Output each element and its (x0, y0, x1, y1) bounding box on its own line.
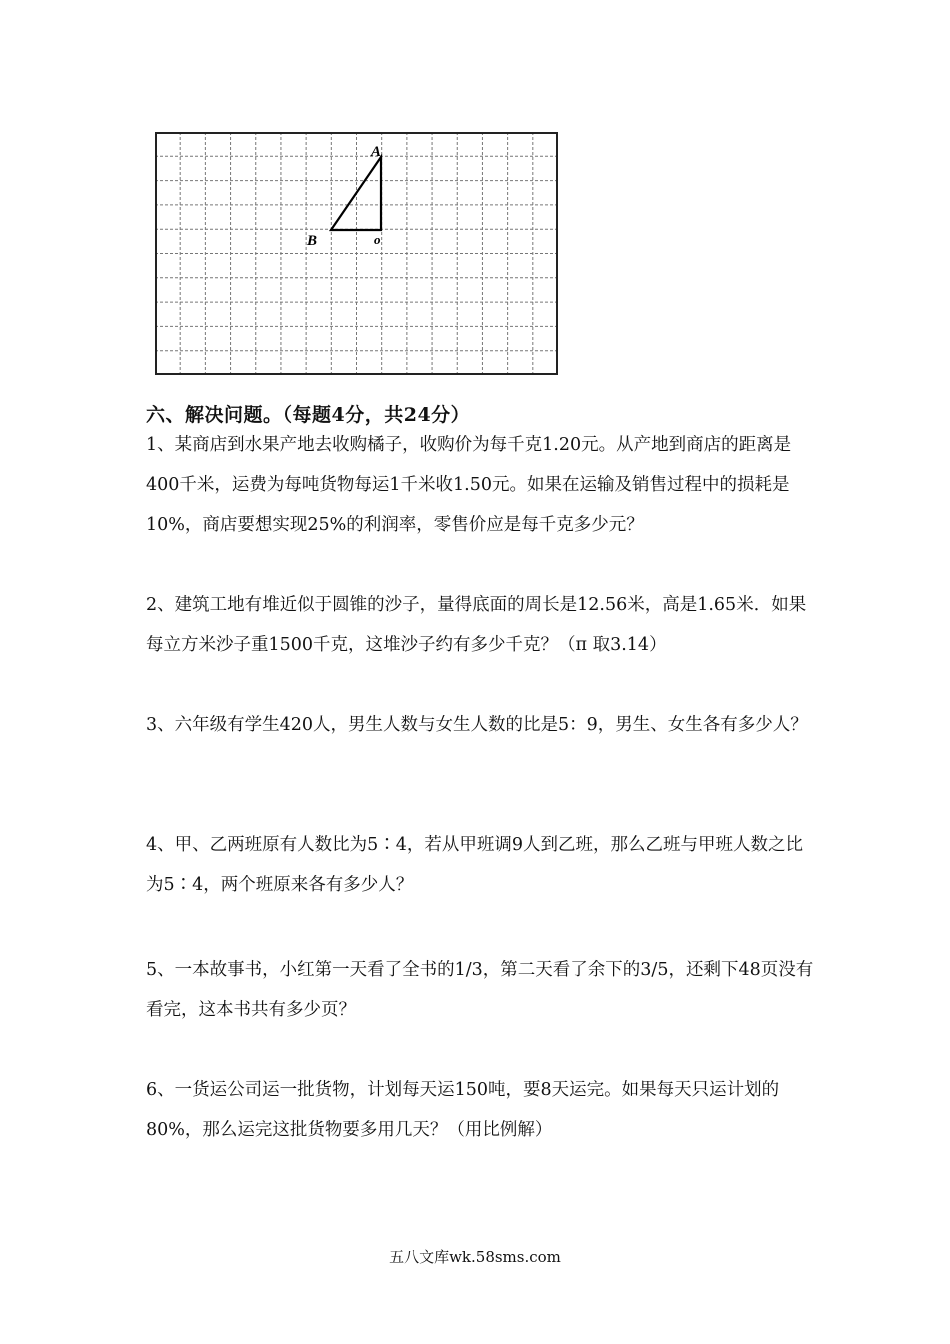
label-a: A (371, 144, 382, 160)
section-title: 六、解决问题。（每题4分，共24分） (146, 404, 471, 426)
question-2: 2、建筑工地有堆近似于圆锥的沙子，量得底面的周长是12.56米，高是1.65米．如果每立方米沙子重1500千克，这堆沙子约有多少千克？（π 取3.14） (146, 595, 807, 655)
grid-lines (155, 132, 558, 375)
grid-svg (155, 132, 558, 375)
question-4: 4、甲、乙两班原有人数比为5∶4，若从甲班调9人到乙班，那么乙班与甲班人数之比为5∶4，两个班原来各有多少人？ (146, 835, 804, 895)
question-5: 5、一本故事书，小红第一天看了全书的1/3，第二天看了余下的3/5，还剩下48页没有看完，这本书共有多少页？ (146, 960, 814, 1020)
question-1: 1、某商店到水果产地去收购橘子，收购价为每千克1.20元。从产地到商店的距离是400千米，运费为每吨货物每运1千米收1.50元。如果在运输及销售过程中的损耗是10%，商店要想实现25%的利润率，零售价应是每千克多少元？ (146, 435, 792, 535)
grid-figure (155, 132, 558, 375)
question-3: 3、六年级有学生420人，男生人数与女生人数的比是5：9，男生、女生各有多少人？ (146, 715, 808, 735)
label-b: B (307, 233, 318, 249)
question-6: 6、一货运公司运一批货物，计划每天运150吨，要8天运完。如果每天只运计划的80%，那么运完这批货物要多用几天？（用比例解） (146, 1080, 780, 1140)
label-o: o (374, 232, 381, 247)
footer-watermark: 五八文库wk.58sms.com (389, 1248, 561, 1266)
